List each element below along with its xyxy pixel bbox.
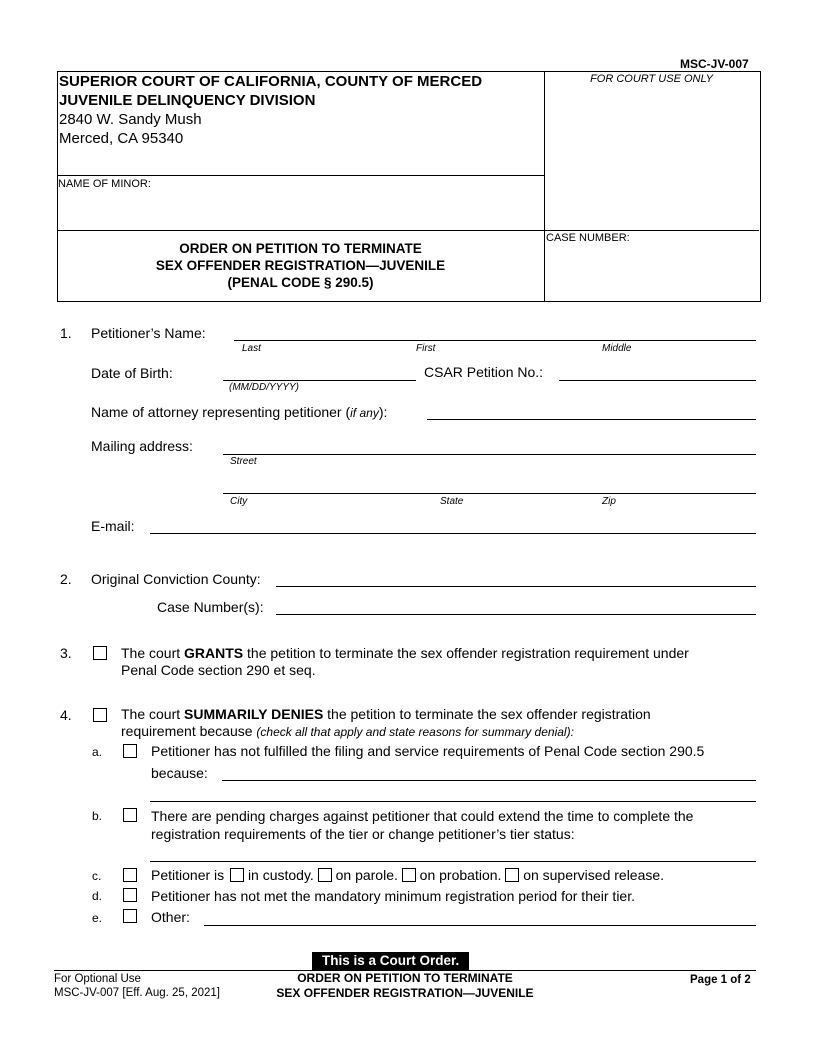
for-court-use-label: FOR COURT USE ONLY — [590, 73, 713, 85]
attorney-if-any: if any — [350, 406, 379, 420]
dob-format: (MM/DD/YYYY) — [229, 382, 299, 393]
optional-use: For Optional Use — [54, 973, 141, 985]
attorney-label — [91, 404, 387, 420]
case-numbers-line[interactable] — [276, 614, 756, 615]
zip-sub: Zip — [602, 496, 616, 507]
item4d-letter: d. — [92, 889, 103, 903]
form-title — [57, 240, 544, 291]
header-divider-title — [57, 230, 759, 231]
item4a-line1[interactable] — [222, 780, 756, 781]
item3-text-line2: Penal Code section 290 et seq. — [121, 662, 316, 678]
email-line[interactable] — [150, 533, 756, 534]
item4c-letter: c. — [92, 869, 102, 883]
page-number: Page 1 of 2 — [690, 974, 751, 986]
state-sub: State — [440, 496, 464, 507]
name-of-minor-label: NAME OF MINOR: — [58, 178, 151, 190]
item4-text — [121, 706, 651, 741]
court-name — [59, 72, 482, 110]
item4a-text: Petitioner has not fulfilled the filing and service requirements of Penal Code section 290.5 — [151, 743, 705, 759]
csar-line[interactable] — [559, 380, 756, 381]
item4c-checkbox[interactable] — [123, 868, 137, 882]
item4e-letter: e. — [92, 911, 103, 925]
mailing-address-label: Mailing address: — [91, 438, 193, 454]
court-name-line2: JUVENILE DELINQUENCY DIVISION — [59, 92, 316, 109]
form-title-line2: SEX OFFENDER REGISTRATION—JUVENILE — [155, 258, 446, 273]
item3-grants: GRANTS — [184, 645, 244, 661]
attorney-line[interactable] — [427, 419, 756, 420]
on-probation-checkbox[interactable] — [402, 868, 416, 882]
item3-text-post: the petition to terminate the sex offender registration requirement under — [243, 645, 689, 661]
footer-left — [54, 972, 220, 1000]
item4d-checkbox[interactable] — [123, 888, 137, 902]
form-title-line3: (PENAL CODE § 290.5) — [227, 275, 374, 290]
header-divider-vertical — [544, 71, 545, 301]
item4-number: 4. — [60, 707, 72, 723]
case-numbers-label: Case Number(s): — [157, 599, 264, 615]
item3-number: 3. — [60, 645, 72, 661]
item4a-because: because: — [151, 765, 208, 781]
supervised-release-checkbox[interactable] — [505, 868, 519, 882]
csar-label: CSAR Petition No.: — [424, 364, 544, 380]
city-sub: City — [230, 496, 248, 507]
email-label: E-mail: — [91, 518, 135, 534]
court-order-banner: This is a Court Order. — [312, 952, 469, 970]
grants-checkbox[interactable] — [93, 646, 107, 660]
name-of-minor-field[interactable] — [60, 192, 540, 226]
item4a-line2[interactable] — [150, 801, 756, 802]
court-address-line1: 2840 W. Sandy Mush — [59, 111, 202, 128]
form-code: MSC-JV-007 — [680, 57, 749, 71]
item4-text-line2: requirement because — [121, 723, 253, 739]
header-divider-minor — [57, 175, 544, 176]
summarily-denies-checkbox[interactable] — [93, 708, 107, 722]
item4c-text — [151, 867, 664, 883]
item2-number: 2. — [60, 571, 72, 587]
form-revision: MSC-JV-007 [Eff. Aug. 25, 2021] — [54, 987, 220, 999]
petitioner-name-line[interactable] — [234, 340, 756, 341]
attorney-label-close: ): — [378, 404, 388, 420]
item4b-text — [151, 807, 693, 843]
on-probation-label: on probation. — [419, 867, 502, 883]
petitioner-name-label: Petitioner’s Name: — [91, 325, 206, 341]
item1-number: 1. — [60, 325, 72, 341]
attorney-label-text: Name of attorney representing petitioner ( — [91, 404, 351, 420]
court-name-line1: SUPERIOR COURT OF CALIFORNIA, COUNTY OF MERCED — [59, 73, 483, 90]
item3-text — [121, 645, 689, 679]
form-title-line1: ORDER ON PETITION TO TERMINATE — [179, 241, 422, 256]
item4e-text: Other: — [151, 909, 190, 925]
item4b-letter: b. — [92, 809, 103, 823]
in-custody-checkbox[interactable] — [230, 868, 244, 882]
item4e-checkbox[interactable] — [123, 909, 137, 923]
item4-text-pre: The court — [121, 706, 185, 722]
item4c-text-label: Petitioner is — [151, 867, 225, 883]
dob-label: Date of Birth: — [91, 365, 173, 381]
item4-text-post: the petition to terminate the sex offender registration — [323, 706, 651, 722]
name-sub-middle: Middle — [602, 343, 632, 354]
item4b-text-line1: There are pending charges against petitioner that could extend the time to complete the — [151, 808, 694, 824]
item3-text-pre: The court — [121, 645, 185, 661]
case-number-label: CASE NUMBER: — [546, 232, 630, 244]
city-state-zip-line[interactable] — [223, 493, 756, 494]
item4-summarily-denies: SUMMARILY DENIES — [184, 706, 324, 722]
in-custody-label: in custody. — [247, 867, 314, 883]
footer-title-line2: SEX OFFENDER REGISTRATION—JUVENILE — [276, 986, 534, 1000]
item4-text-line2-italic: (check all that apply and state reasons for summary denial): — [256, 725, 574, 739]
street-sub: Street — [230, 456, 257, 467]
on-parole-label: on parole. — [335, 867, 398, 883]
item4b-text-line2a: registration — [151, 826, 221, 842]
footer-title-line1: ORDER ON PETITION TO TERMINATE — [297, 971, 513, 985]
item4e-line[interactable] — [204, 925, 756, 926]
conviction-county-label: Original Conviction County: — [91, 571, 261, 587]
item4d-text: Petitioner has not met the mandatory minimum registration period for their tier. — [151, 888, 635, 904]
dob-line[interactable] — [223, 380, 416, 381]
name-sub-last: Last — [242, 343, 261, 354]
court-address — [59, 110, 202, 148]
item4a-checkbox[interactable] — [123, 744, 137, 758]
supervised-release-label: on supervised release. — [523, 867, 665, 883]
court-address-line2: Merced, CA 95340 — [59, 130, 184, 147]
street-line[interactable] — [223, 454, 756, 455]
footer-title — [230, 971, 580, 1001]
item4b-checkbox[interactable] — [123, 808, 137, 822]
item4b-line[interactable] — [150, 861, 756, 862]
on-parole-checkbox[interactable] — [318, 868, 332, 882]
name-sub-first: First — [416, 343, 436, 354]
case-number-field[interactable] — [548, 248, 753, 294]
conviction-county-line[interactable] — [276, 586, 756, 587]
item4a-letter: a. — [92, 745, 103, 759]
item4b-text-line2b: requirements of the tier or change petitioner’s tier status: — [224, 826, 575, 842]
